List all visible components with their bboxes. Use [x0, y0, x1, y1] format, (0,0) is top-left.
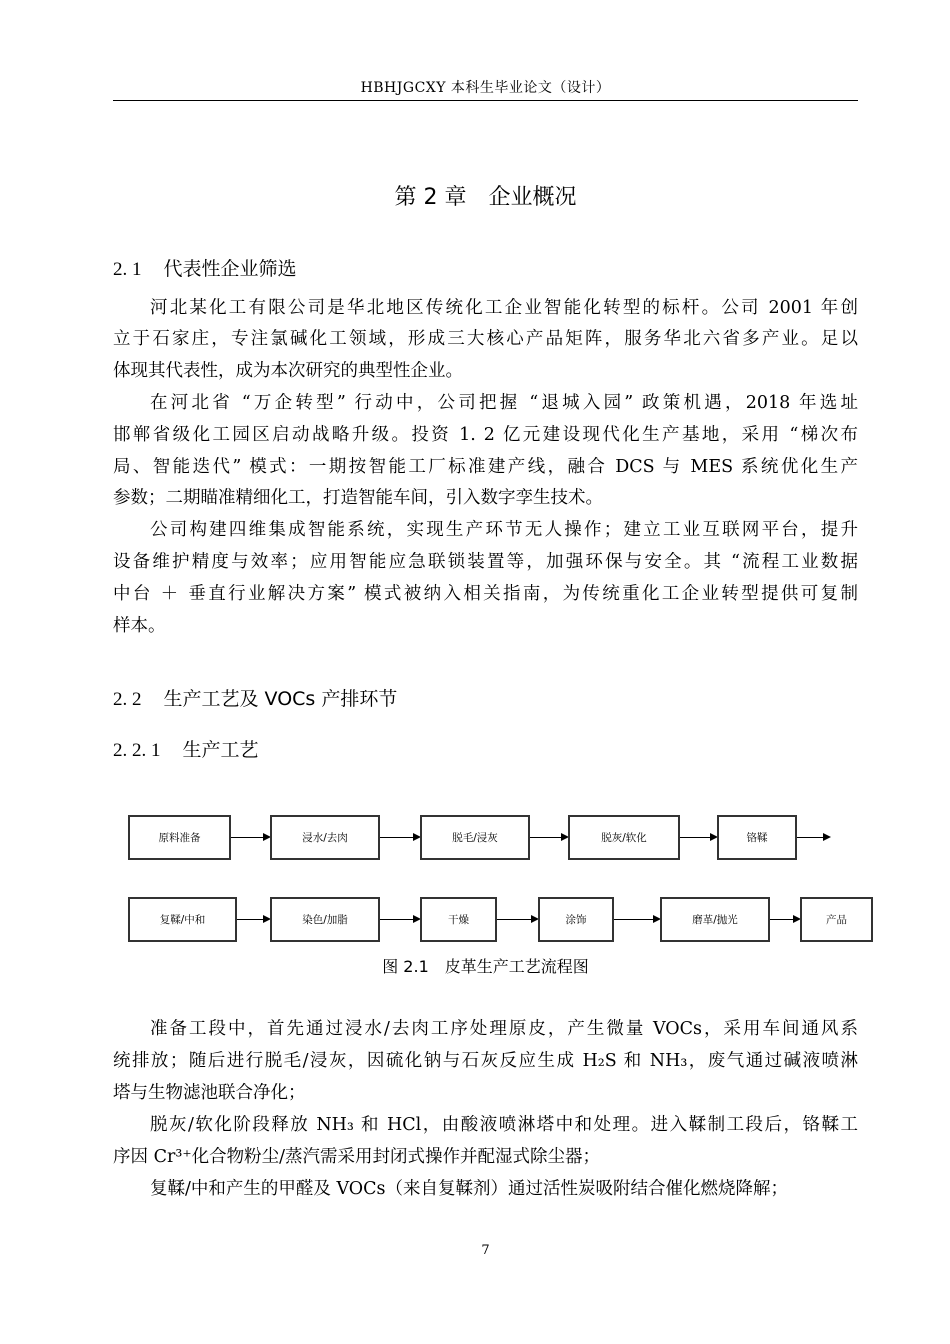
section-title: 生产工艺 — [182, 739, 259, 761]
section-title: 代表性企业筛选 — [163, 258, 297, 280]
page-header: HBHJGCXY 本科生毕业论文（设计） — [360, 80, 611, 96]
header-rule — [113, 100, 858, 101]
section-number: 2. 2 — [113, 689, 142, 710]
paragraph-line: 邯郸省级化工园区启动战略升级。投资 1. 2 亿元建设现代化生产基地，采用 “梯次布 — [113, 425, 858, 445]
flow-step: 脱灰/软化 — [568, 815, 680, 860]
paragraph-line: 体现其代表性，成为本次研究的典型性企业。 — [113, 361, 463, 381]
paragraph-line: 复鞣/中和产生的甲醛及 VOCs（来自复鞣剂）通过活性炭吸附结合催化燃烧降解； — [150, 1179, 789, 1199]
section-number: 2. 2. 1 — [113, 740, 161, 761]
arrow-icon — [614, 919, 659, 920]
flow-step: 原料准备 — [128, 815, 231, 860]
flow-step: 脱毛/浸灰 — [420, 815, 530, 860]
paragraph-line: 准备工段中，首先通过浸水/去肉工序处理原皮，产生微量 VOCs，采用车间通风系 — [150, 1019, 858, 1039]
arrow-icon — [237, 919, 269, 920]
paragraph-line: 局、智能迭代” 模式：一期按智能工厂标准建产线，融合 DCS 与 MES 系统优化生产 — [113, 457, 858, 477]
section-heading-2-1 — [113, 254, 297, 281]
paragraph-line: 在河北省 “万企转型” 行动中，公司把握 “退城入园” 政策机遇，2018 年选址 — [150, 393, 858, 413]
section-heading-2-2-1 — [113, 735, 259, 762]
paragraph-line: 塔与生物滤池联合净化； — [113, 1083, 306, 1103]
flow-step: 磨革/抛光 — [660, 897, 770, 942]
flow-step: 干燥 — [420, 897, 497, 942]
paragraph-line: 中台 ＋ 垂直行业解决方案” 模式被纳入相关指南，为传统重化工企业转型提供可复制 — [113, 584, 858, 604]
chapter-title: 第 2 章 企业概况 — [394, 185, 577, 210]
paragraph-line: 样本。 — [113, 616, 166, 636]
section-heading-2-2 — [113, 684, 397, 711]
figure-caption: 图 2.1 皮革生产工艺流程图 — [382, 957, 589, 976]
arrow-icon — [797, 837, 829, 838]
flow-step: 产品 — [800, 897, 873, 942]
paragraph-line: 河北某化工有限公司是华北地区传统化工企业智能化转型的标杆。公司 2001 年创 — [150, 298, 858, 318]
paragraph-line: 序因 Cr³⁺化合物粉尘/蒸汽需采用封闭式操作并配湿式除尘器； — [113, 1147, 600, 1167]
arrow-icon — [380, 919, 419, 920]
paragraph-line: 脱灰/软化阶段释放 NH₃ 和 HCl，由酸液喷淋塔中和处理。进入鞣制工段后，铬鞣工 — [150, 1115, 858, 1135]
arrow-icon — [497, 919, 537, 920]
flow-step: 铬鞣 — [717, 815, 797, 860]
arrow-icon — [530, 837, 567, 838]
arrow-icon — [380, 837, 419, 838]
flow-step: 染色/加脂 — [270, 897, 380, 942]
flow-step: 浸水/去肉 — [270, 815, 380, 860]
arrow-icon — [770, 919, 799, 920]
paragraph-line: 统排放；随后进行脱毛/浸灰，因硫化钠与石灰反应生成 H₂S 和 NH₃，废气通过碱液喷淋 — [113, 1051, 858, 1071]
arrow-icon — [680, 837, 716, 838]
paragraph-line: 立于石家庄，专注氯碱化工领域，形成三大核心产品矩阵，服务华北六省多产业。足以 — [113, 329, 858, 349]
flow-step: 涂饰 — [538, 897, 614, 942]
section-number: 2. 1 — [113, 259, 142, 280]
paragraph-line: 参数；二期瞄准精细化工，打造智能车间，引入数字孪生技术。 — [113, 488, 603, 508]
section-title: 生产工艺及 VOCs 产排环节 — [163, 688, 398, 710]
page-number: 7 — [481, 1243, 490, 1258]
paragraph-line: 公司构建四维集成智能系统，实现生产环节无人操作；建立工业互联网平台，提升 — [150, 520, 858, 540]
flow-step: 复鞣/中和 — [128, 897, 237, 942]
arrow-icon — [231, 837, 269, 838]
paragraph-line: 设备维护精度与效率；应用智能应急联锁装置等，加强环保与安全。其 “流程工业数据 — [113, 552, 858, 572]
